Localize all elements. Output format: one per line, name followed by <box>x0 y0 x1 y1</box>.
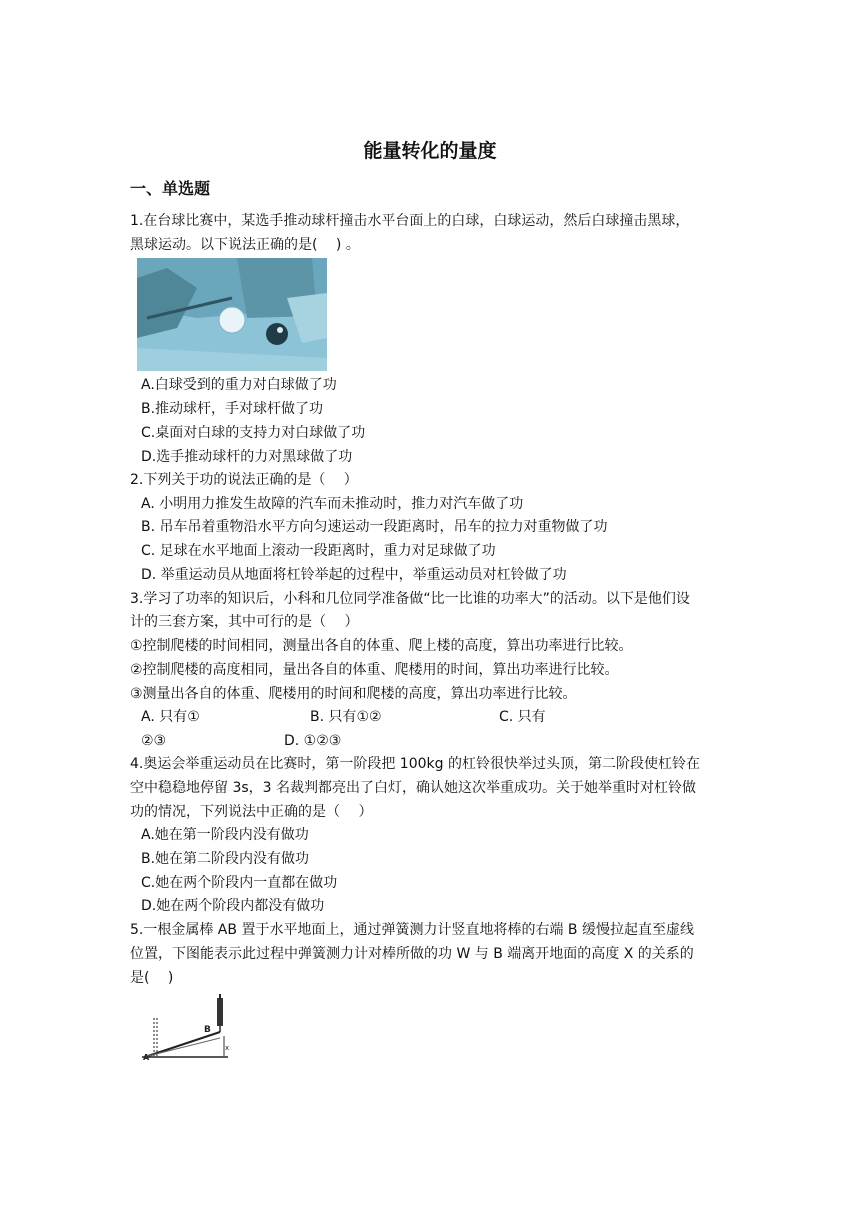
label-a: A <box>143 1053 150 1062</box>
q1-option-d: D.选手推动球杆的力对黑球做了功 <box>141 449 353 465</box>
q2-stem: 2.下列关于功的说法正确的是（ ） <box>130 472 358 488</box>
page-title: 能量转化的量度 <box>363 140 497 162</box>
label-x: x <box>225 1044 230 1052</box>
q3-option-d: D. ①②③ <box>284 733 342 749</box>
q3-plan-3: ③测量出各自的体重、爬楼用的时间和爬楼的高度，算出功率进行比较。 <box>130 686 577 702</box>
q2-option-b: B. 吊车吊着重物沿水平方向匀速运动一段距离时，吊车的拉力对重物做了功 <box>141 519 608 535</box>
q3-option-c-continued: ②③ <box>141 733 167 749</box>
q3-option-c: C. 只有 <box>499 709 546 725</box>
q5-stem-line1: 5.一根金属棒 AB 置于水平地面上，通过弹簧测力计竖直地将棒的右端 B 缓慢拉起直至虚线 <box>130 922 694 938</box>
q4-option-a: A.她在第一阶段内没有做功 <box>141 827 309 843</box>
q3-stem-line2: 计的三套方案，其中可行的是（ ） <box>130 614 359 630</box>
billiards-photo <box>137 258 327 371</box>
q1-option-b: B.推动球杆，手对球杆做了功 <box>141 401 324 417</box>
q4-option-b: B.她在第二阶段内没有做功 <box>141 851 310 867</box>
q2-option-a: A. 小明用力推发生故障的汽车而未推动时，推力对汽车做了功 <box>141 496 524 512</box>
q1-option-c: C.桌面对白球的支持力对白球做了功 <box>141 425 366 441</box>
lever-diagram <box>140 994 230 1064</box>
q1-option-a: A.白球受到的重力对白球做了功 <box>141 377 337 393</box>
q3-option-a: A. 只有① <box>141 709 200 725</box>
label-b: B <box>204 1025 211 1035</box>
q2-option-c: C. 足球在水平地面上滚动一段距离时，重力对足球做了功 <box>141 543 496 559</box>
q2-option-d: D. 举重运动员从地面将杠铃举起的过程中，举重运动员对杠铃做了功 <box>141 567 567 583</box>
q4-option-c: C.她在两个阶段内一直都在做功 <box>141 875 338 891</box>
q4-stem-line1: 4.奥运会举重运动员在比赛时，第一阶段把 100kg 的杠铃很快举过头顶，第二阶段使杠铃在 <box>130 756 700 772</box>
q4-option-d: D.她在两个阶段内都没有做功 <box>141 898 325 914</box>
q3-stem-line1: 3.学习了功率的知识后，小科和几位同学准备做“比一比谁的功率大”的活动。以下是他们设 <box>130 591 690 607</box>
q3-option-b: B. 只有①② <box>310 709 382 725</box>
q5-stem-line3: 是( ) <box>130 970 174 986</box>
q1-stem-line1: 1.在台球比赛中，某选手推动球杆撞击水平台面上的白球，白球运动，然后白球撞击黑球， <box>130 213 690 229</box>
section-heading: 一、单选题 <box>130 179 211 198</box>
q4-stem-line3: 功的情况，下列说法中正确的是（ ） <box>130 804 373 820</box>
q3-plan-1: ①控制爬楼的时间相同，测量出各自的体重、爬上楼的高度，算出功率进行比较。 <box>130 638 633 654</box>
q4-stem-line2: 空中稳稳地停留 3s，3 名裁判都亮出了白灯，确认她这次举重成功。关于她举重时对杠铃做 <box>130 780 697 796</box>
q3-plan-2: ②控制爬楼的高度相同，量出各自的体重、爬楼用的时间，算出功率进行比较。 <box>130 662 619 678</box>
q5-stem-line2: 位置，下图能表示此过程中弹簧测力计对棒所做的功 W 与 B 端离开地面的高度 X 的关系的 <box>130 946 694 962</box>
q1-stem-line2: 黑球运动。以下说法正确的是( ) 。 <box>130 237 360 253</box>
